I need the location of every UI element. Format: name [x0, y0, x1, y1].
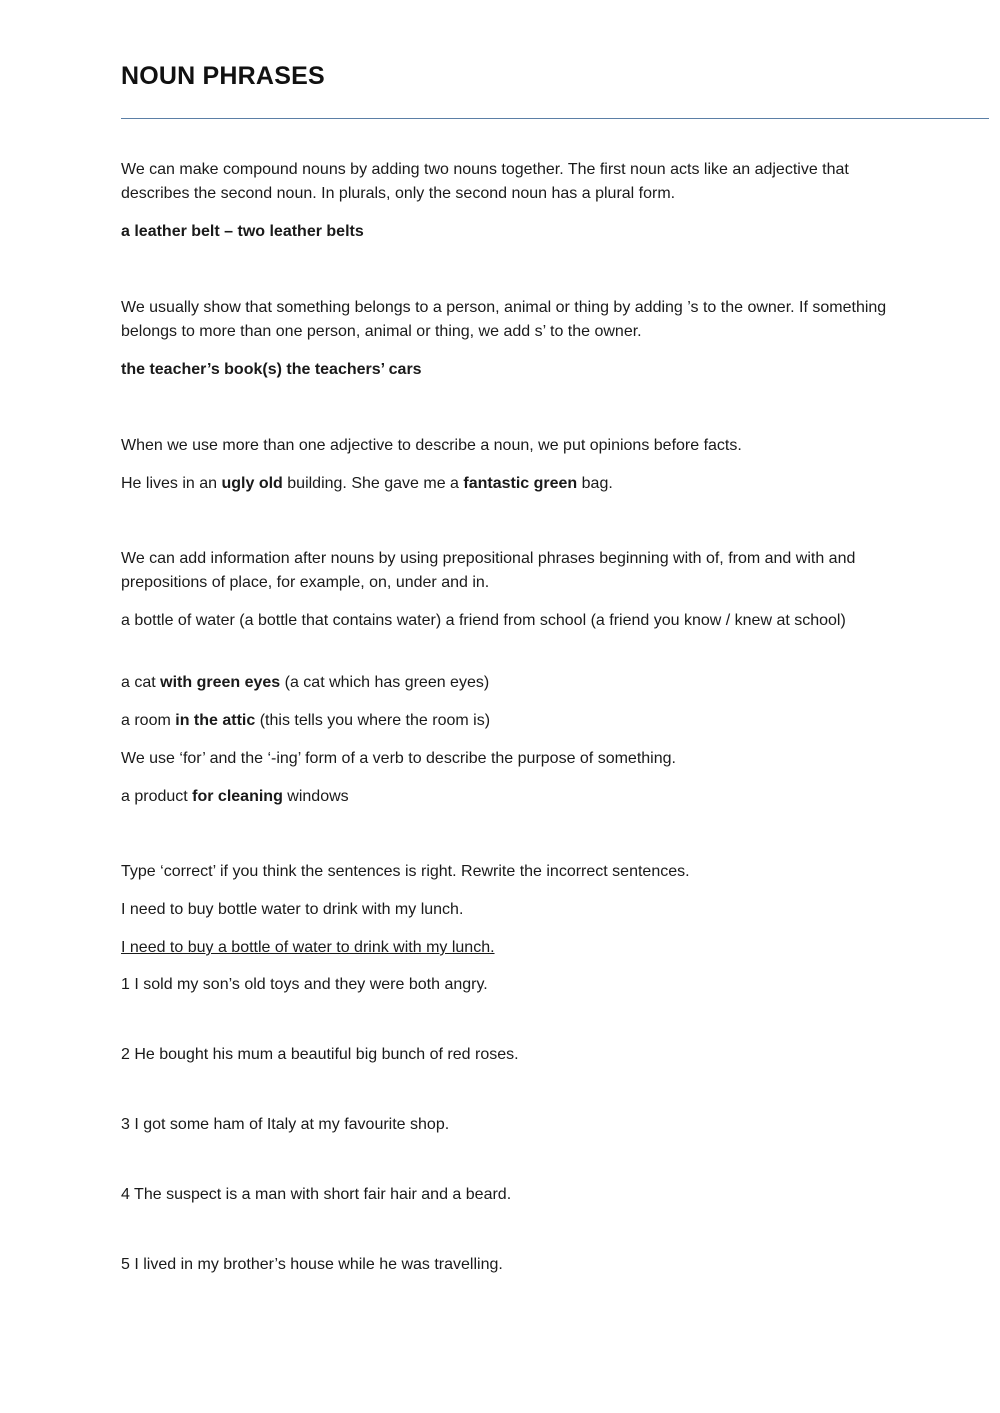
example-highlight: for cleaning [192, 788, 283, 805]
prepositional-example-2 [121, 671, 891, 695]
exercise-item-3[interactable]: 3 I got some ham of Italy at my favourite shop. [121, 1116, 450, 1133]
exercise-example-sentence: I need to buy bottle water to drink with my lunch. [121, 901, 464, 918]
exercise-item-2[interactable]: 2 He bought his mum a beautiful big bunch of red roses. [121, 1046, 519, 1063]
prepositional-example-3 [121, 709, 891, 733]
exercise-item-4[interactable]: 4 The suspect is a man with short fair hair and a beard. [121, 1186, 512, 1203]
example-answer-text: I need to buy a bottle of water to drink with my lunch. [121, 939, 495, 956]
example-text: a product [121, 788, 193, 805]
adjective-order-paragraph: When we use more than one adjective to describe a noun, we put opinions before facts. [121, 437, 742, 454]
example-text: windows [282, 788, 349, 805]
purpose-paragraph: We use ‘for’ and the ‘-ing’ form of a verb to describe the purpose of something. [121, 750, 676, 767]
title-divider [121, 118, 989, 119]
compound-nouns-example: a leather belt – two leather belts [121, 223, 364, 240]
possessive-paragraph: We usually show that something belongs to a person, animal or thing by adding ’s to the owner. If something belongs to more than one person, animal or thing, we add s’ to the owner. [121, 299, 887, 340]
example-text: building. She gave me a [282, 475, 464, 492]
example-highlight: ugly old [221, 475, 283, 492]
example-text: bag. [577, 475, 613, 492]
example-highlight: with green eyes [160, 674, 281, 691]
purpose-example [121, 785, 891, 809]
possessive-example: the teacher’s book(s) the teachers’ cars [121, 361, 422, 378]
example-text: a cat [121, 674, 161, 691]
example-highlight: in the attic [175, 712, 256, 729]
exercise-item-5[interactable]: 5 I lived in my brother’s house while he was travelling. [121, 1256, 503, 1273]
compound-nouns-paragraph: We can make compound nouns by adding two nouns together. The first noun acts like an adjective that describes the second noun. In plurals, only the second noun has a plural form. [121, 161, 849, 202]
prepositional-example-1: a bottle of water (a bottle that contains water) a friend from school (a friend you know / knew at school) [121, 612, 846, 629]
page-title: NOUN PHRASES [121, 62, 325, 90]
example-text: a room [121, 712, 176, 729]
prepositional-phrases-paragraph: We can add information after nouns by using prepositional phrases beginning with of, from and with and prepositions of place, for example, on, under and in. [121, 550, 856, 591]
exercise-example-answer [121, 936, 495, 960]
exercise-instruction: Type ‘correct’ if you think the sentences is right. Rewrite the incorrect sentences. [121, 863, 690, 880]
example-highlight: fantastic green [463, 475, 578, 492]
adjective-order-example [121, 472, 891, 496]
example-text: He lives in an [121, 475, 222, 492]
exercise-item-1[interactable]: 1 I sold my son’s old toys and they were both angry. [121, 976, 488, 993]
example-text: (a cat which has green eyes) [280, 674, 490, 691]
example-text: (this tells you where the room is) [255, 712, 491, 729]
